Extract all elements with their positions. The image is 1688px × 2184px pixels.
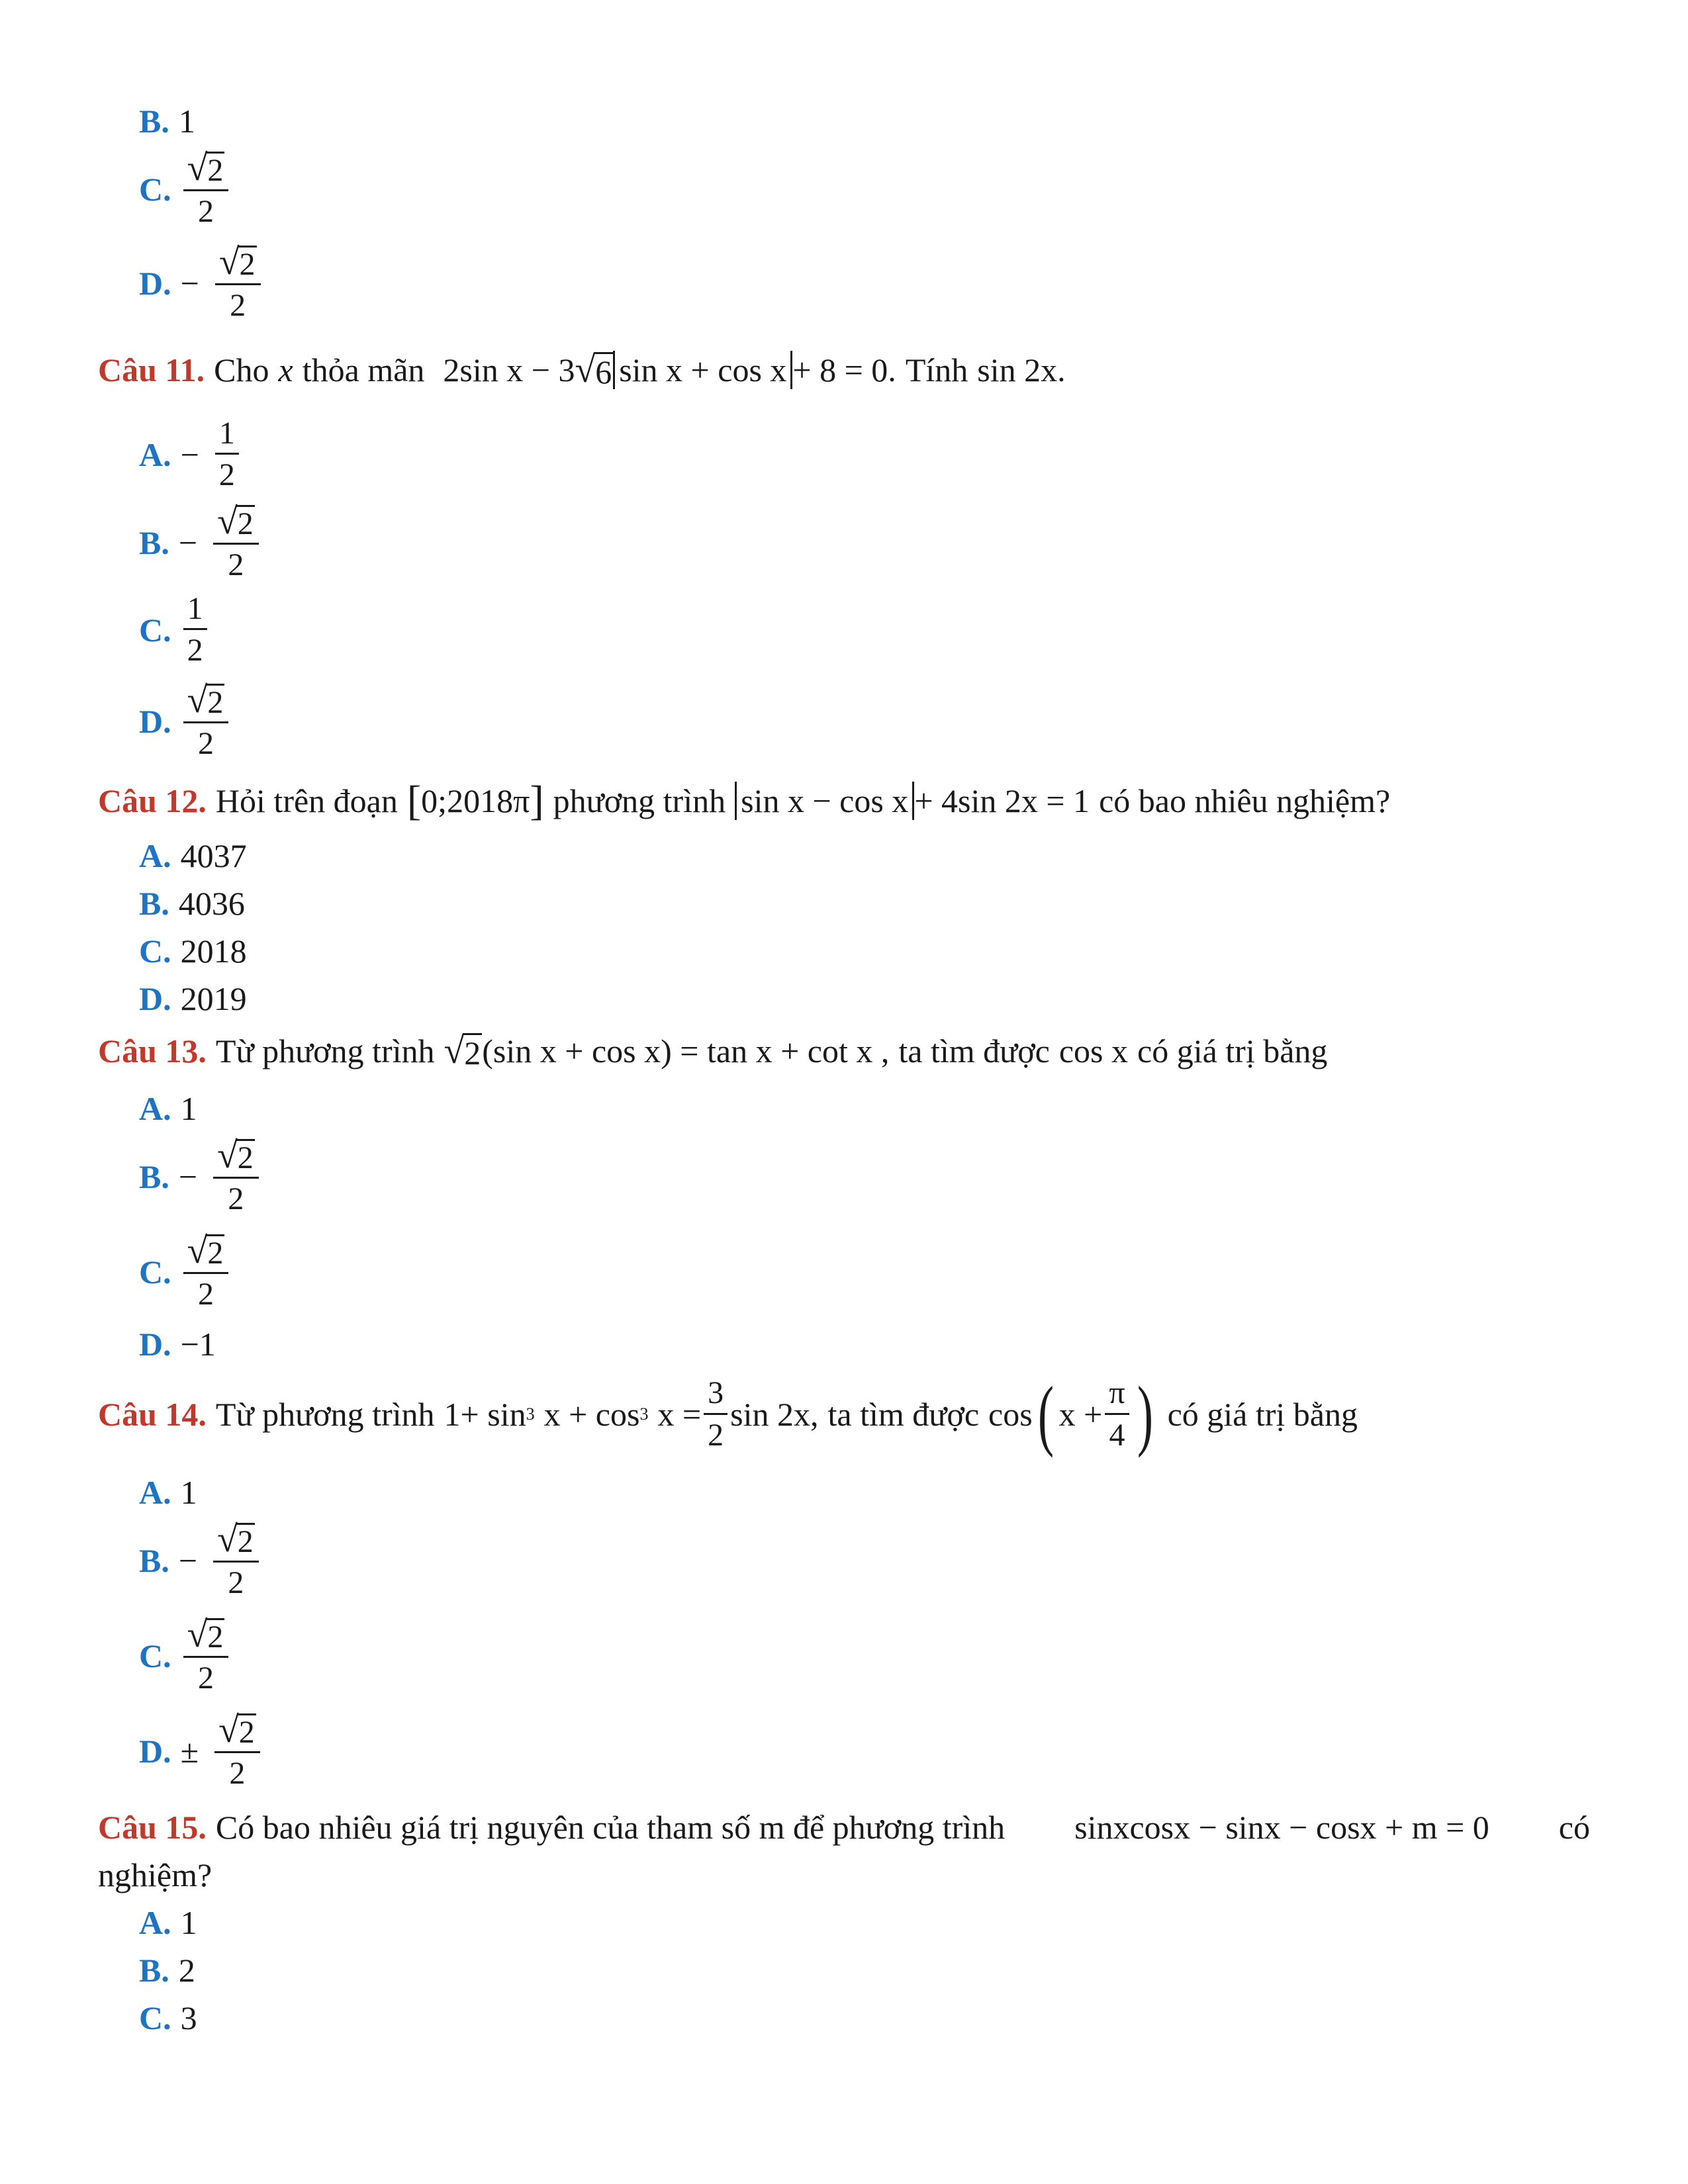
math-expression: (sin x + cos x) = tan x + cot x ,	[482, 1032, 890, 1069]
fraction: √ 2 2	[183, 1232, 229, 1312]
fraction: $\frac{1}{2}$	[215, 417, 239, 492]
option-label: C.	[139, 170, 171, 208]
math-expression: 2sin x − 3	[443, 351, 575, 388]
fraction: √ 2 2	[183, 1616, 229, 1696]
math-expression: cos x	[1058, 1032, 1129, 1069]
interval: 0;2018π	[421, 782, 530, 819]
fraction: $\frac{3}{2}$	[704, 1377, 727, 1452]
fraction: √ 2 2	[213, 1521, 259, 1600]
fraction: √ 2 2	[183, 150, 229, 229]
fraction: √ 2 2	[215, 244, 261, 323]
fraction: $\frac{\pi}{4}$	[1105, 1377, 1129, 1452]
question-label: Câu 15.	[98, 1809, 207, 1846]
absolute-value: sin x + cos x	[613, 351, 792, 389]
option-label: B.	[139, 103, 169, 140]
square-root: √ 2	[444, 1030, 481, 1071]
question-label: Câu 12.	[98, 782, 207, 819]
math-expression: + 4sin 2x = 1	[914, 782, 1090, 819]
math-expression: sinxcosx − sinx − cosx + m = 0	[1074, 1809, 1489, 1846]
fraction: √ 2 2	[213, 1137, 259, 1216]
fraction: √ 2 2	[214, 1711, 260, 1791]
square-root: √ 6	[575, 349, 612, 390]
option-value: 1	[178, 103, 195, 140]
fraction: √ 2 2	[183, 682, 229, 761]
fraction: √ 2 2	[213, 503, 259, 582]
question-label: Câu 14.	[98, 1396, 207, 1433]
question-label: Câu 11.	[98, 351, 205, 388]
question-label: Câu 13.	[98, 1032, 207, 1069]
absolute-value: sin x − cos x	[735, 782, 914, 820]
document-page: B. 1 C. √ 2 2 D. − √ 2 2 Câu 11. Cho x thỏa mãn 2sin x − 3 √ 6 sin x + cos x + 8 = 0. Tính sin 2x . A. − $\frac{1}{2}$ B. − √ 2 2 C. $\frac{1}{2}$ D. √ 2 2 Câu 12. Hỏi trên đoạn [ 0;2018π ] phương trình sin x − cos x + 4sin 2x = 1 có bao nhiêu nghiệm? A. 4037 B. 4036 C. 2018 D. 2019 Câu 13. Từ phương trình √ 2 (sin x + cos x) = tan x + cot x , ta tìm được cos x có giá trị bằng A. 1 B. − √ 2 2 C. √ 2 2 D. −1 Câu 14. Từ phương trình 1+ sin 3 x + cos 3 x = $\frac{3}{2}$ sin 2x, ta tìm được cos ( x + $\frac{\pi}{4}$ ) có giá trị bằng A. 1 B. − √ 2 2 C. √ 2 2 D. ± √ 2 2 Câu 15. Có bao nhiêu giá trị nguyên của tham số m để phương trình sinxcosx − sinx − cosx + m = 0 có nghiệm? A. 1 B. 2 C. 3	[98, 103, 1590, 2036]
option-label: D.	[139, 264, 171, 302]
math-expression: sin 2x	[977, 351, 1058, 388]
fraction: $\frac{1}{2}$	[183, 592, 207, 668]
